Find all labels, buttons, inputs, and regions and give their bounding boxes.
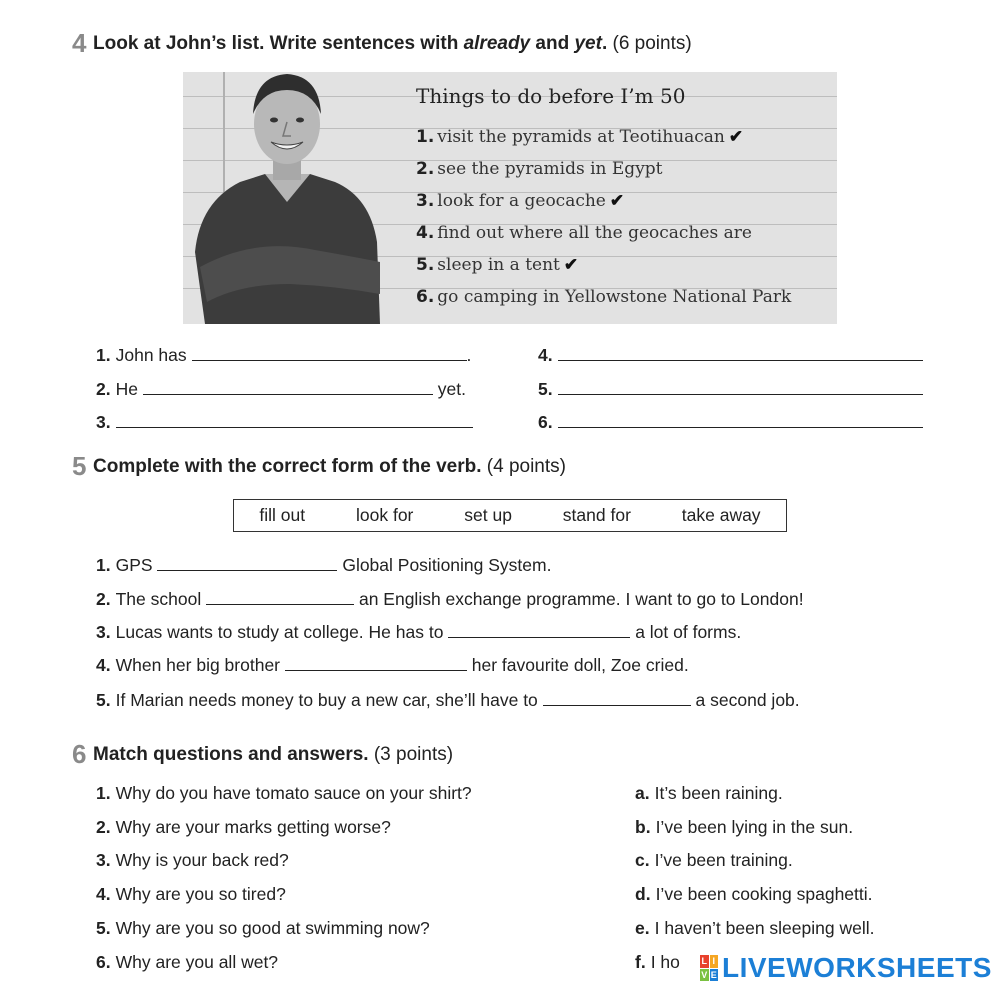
question-text: Why are you so good at swimming now? <box>115 918 430 938</box>
todo-item <box>416 223 752 243</box>
answer-item <box>635 850 793 871</box>
section-6-number: 6 <box>72 739 87 769</box>
s5-item-2 <box>96 589 804 610</box>
answer-suffix: yet. <box>437 379 466 399</box>
heading-part: yet <box>574 33 602 54</box>
word-option: fill out <box>259 505 306 525</box>
fill-blank[interactable] <box>448 623 630 638</box>
question-text: Why are you so tired? <box>115 884 286 904</box>
item-number: 3. <box>416 191 435 211</box>
item-number: 5. <box>416 255 435 275</box>
question-item <box>96 850 289 871</box>
question-number: 5. <box>96 918 111 938</box>
item-before: If Marian needs money to buy a new car, she’ll have to <box>115 690 538 710</box>
item-after: an English exchange programme. I want to go to London! <box>358 589 804 609</box>
answer-item <box>635 783 783 804</box>
answer-letter: a. <box>635 783 650 803</box>
answer-item <box>635 817 853 838</box>
item-number: 1. <box>96 555 111 575</box>
question-item <box>96 952 278 973</box>
word-option: take away <box>681 505 761 525</box>
s4-answer-5 <box>538 379 923 400</box>
answer-prefix: John has <box>115 345 187 365</box>
item-number: 2. <box>96 589 111 609</box>
s4-answer-3 <box>96 412 473 433</box>
logo-letter: I <box>710 955 719 968</box>
answer-number: 5. <box>538 379 553 399</box>
logo-letter: E <box>710 969 717 980</box>
logo-letter: L <box>701 956 707 967</box>
todo-list-title: Things to do before I’m 50 <box>416 84 686 108</box>
item-number: 4. <box>96 655 111 675</box>
s4-answer-4 <box>538 345 923 366</box>
s5-item-5 <box>96 690 800 711</box>
item-number: 2. <box>416 159 435 179</box>
item-number: 6. <box>416 287 435 307</box>
answer-number: 4. <box>538 345 553 365</box>
answer-text: I’ve been training. <box>654 850 793 870</box>
s5-item-3 <box>96 622 741 643</box>
heading-part: Complete with the correct form of the verb. <box>93 456 482 477</box>
todo-item <box>416 127 743 147</box>
heading-points: (3 points) <box>368 744 454 765</box>
word-option: look for <box>356 505 414 525</box>
item-before: Lucas wants to study at college. He has to <box>115 622 444 642</box>
item-after: a second job. <box>695 690 800 710</box>
item-text: see the pyramids in Egypt <box>437 159 663 179</box>
item-number: 3. <box>96 622 111 642</box>
todo-item <box>416 287 791 307</box>
section-5-number: 5 <box>72 451 87 481</box>
john-photo <box>195 62 380 324</box>
question-text: Why is your back red? <box>115 850 289 870</box>
question-item <box>96 817 391 838</box>
answer-item <box>635 884 873 905</box>
heading-part: . <box>601 33 608 54</box>
answer-text: I’ve been cooking spaghetti. <box>655 884 873 904</box>
section-6-heading <box>93 744 453 766</box>
answer-item <box>635 952 680 973</box>
answer-text: I ho <box>650 952 680 972</box>
answer-blank[interactable] <box>558 346 923 361</box>
answer-suffix: . <box>466 345 472 365</box>
answer-blank[interactable] <box>116 413 473 428</box>
fill-blank[interactable] <box>206 590 354 605</box>
item-before: The school <box>115 589 202 609</box>
s4-answer-2 <box>96 379 466 400</box>
question-number: 6. <box>96 952 111 972</box>
answer-letter: e. <box>635 918 650 938</box>
word-option: stand for <box>562 505 631 525</box>
answer-letter: b. <box>635 817 651 837</box>
liveworksheets-watermark <box>700 950 1000 986</box>
answer-text: I haven’t been sleeping well. <box>654 918 875 938</box>
answer-blank[interactable] <box>558 380 923 395</box>
check-mark-icon: ✔ <box>609 191 625 211</box>
word-box <box>233 499 787 532</box>
fill-blank[interactable] <box>543 691 691 706</box>
answer-blank[interactable] <box>143 380 433 395</box>
watermark-text: LIVEWORKSHEETS <box>722 952 992 983</box>
item-after: her favourite doll, Zoe cried. <box>471 655 689 675</box>
answer-number: 1. <box>96 345 111 365</box>
question-text: Why do you have tomato sauce on your shirt? <box>115 783 472 803</box>
section-4-number: 4 <box>72 28 87 58</box>
s4-answer-6 <box>538 412 923 433</box>
item-text: visit the pyramids at Teotihuacan <box>437 127 725 147</box>
item-after: a lot of forms. <box>635 622 742 642</box>
s5-item-1 <box>96 555 551 576</box>
item-text: sleep in a tent <box>437 255 560 275</box>
question-number: 4. <box>96 884 111 904</box>
section-5-heading <box>93 456 566 478</box>
answer-number: 3. <box>96 412 111 432</box>
item-before: When her big brother <box>115 655 281 675</box>
question-number: 3. <box>96 850 111 870</box>
question-number: 2. <box>96 817 111 837</box>
item-text: go camping in Yellowstone National Park <box>437 287 792 307</box>
logo-letter: V <box>701 969 708 980</box>
word-option: set up <box>464 505 512 525</box>
check-mark-icon: ✔ <box>563 255 579 275</box>
heading-part: Match questions and answers. <box>93 744 369 765</box>
answer-item <box>635 918 874 939</box>
s4-answer-1 <box>96 345 471 366</box>
liveworksheets-logo-icon <box>700 955 718 981</box>
check-mark-icon: ✔ <box>728 127 744 147</box>
item-number: 1. <box>416 127 435 147</box>
answer-blank[interactable] <box>192 346 467 361</box>
heading-points: (4 points) <box>481 456 566 477</box>
answer-letter: f. <box>635 952 646 972</box>
answer-letter: c. <box>635 850 650 870</box>
question-text: Why are you all wet? <box>115 952 279 972</box>
todo-item <box>416 191 624 211</box>
answer-letter: d. <box>635 884 651 904</box>
item-text: find out where all the geocaches are <box>437 223 752 243</box>
todo-item <box>416 255 578 275</box>
question-number: 1. <box>96 783 111 803</box>
item-number: 5. <box>96 690 111 710</box>
todo-item <box>416 159 663 179</box>
answer-prefix: He <box>115 379 138 399</box>
heading-part: and <box>530 33 575 54</box>
section-4-heading <box>93 33 692 55</box>
heading-points: (6 points) <box>607 33 692 54</box>
answer-number: 6. <box>538 412 553 432</box>
item-number: 4. <box>416 223 435 243</box>
answer-number: 2. <box>96 379 111 399</box>
item-text: look for a geocache <box>437 191 606 211</box>
heading-part: Look at John’s list. Write sentences with <box>93 33 464 54</box>
question-item <box>96 918 430 939</box>
question-item <box>96 783 472 804</box>
heading-part: already <box>463 33 531 54</box>
fill-blank[interactable] <box>285 656 467 671</box>
answer-text: It’s been raining. <box>654 783 783 803</box>
question-text: Why are your marks getting worse? <box>115 817 391 837</box>
s5-item-4 <box>96 655 689 676</box>
question-item <box>96 884 286 905</box>
answer-blank[interactable] <box>558 413 923 428</box>
item-after: Global Positioning System. <box>342 555 552 575</box>
item-before: GPS <box>115 555 153 575</box>
fill-blank[interactable] <box>157 556 337 571</box>
answer-text: I’ve been lying in the sun. <box>655 817 854 837</box>
